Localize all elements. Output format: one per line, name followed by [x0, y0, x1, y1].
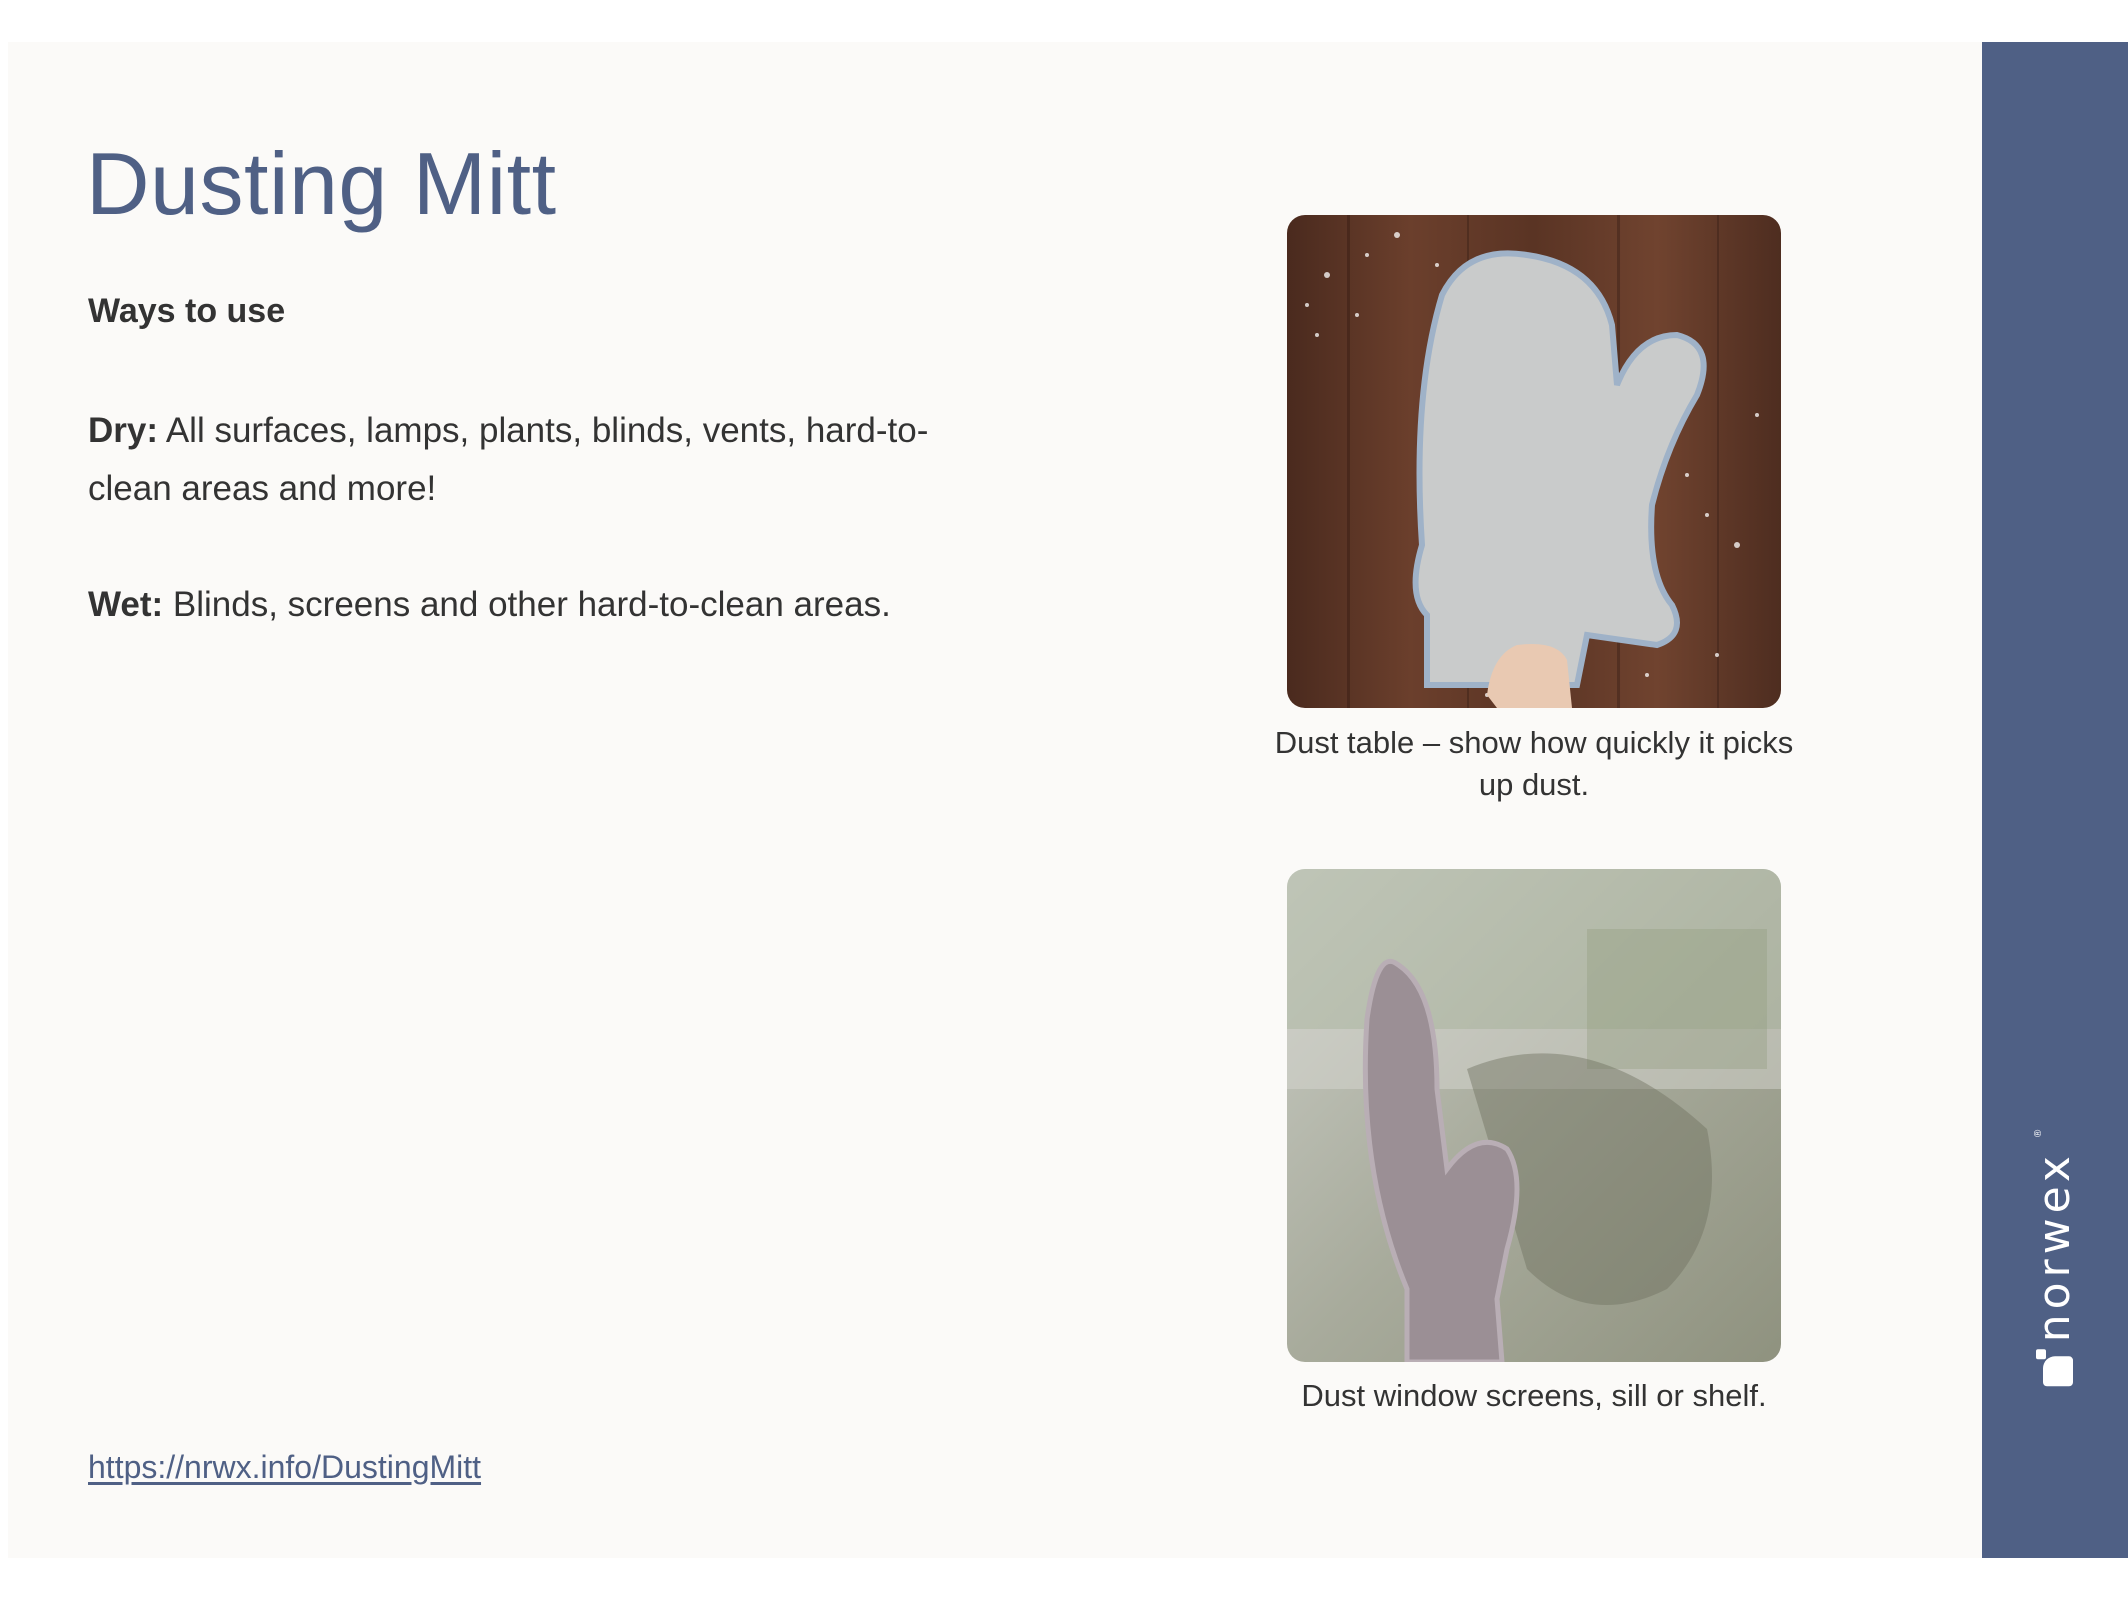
dry-text: All surfaces, lamps, plants, blinds, vents, hard-to-clean areas and more!: [88, 411, 929, 508]
wet-use-paragraph: [88, 576, 1088, 634]
ways-to-use-heading: Ways to use: [88, 292, 286, 330]
registered-mark: ®: [2033, 1129, 2044, 1138]
dry-use-paragraph: [88, 402, 988, 518]
photo-2-caption: Dust window screens, sill or shelf.: [1301, 1378, 1767, 1413]
photo-1-caption: Dust table – show how quickly it picks up dust.: [1274, 725, 1794, 802]
logo-mark-icon: [2043, 1356, 2073, 1386]
dry-label: Dry:: [88, 411, 159, 450]
wet-text: Blinds, screens and other hard-to-clean areas.: [163, 585, 891, 624]
wet-label: Wet:: [88, 585, 164, 624]
photo-dusting-table: [1287, 215, 1781, 708]
photo-dusting-screen: [1287, 869, 1781, 1362]
logo-text: norwex: [2029, 1151, 2080, 1343]
slide-page: [8, 42, 2128, 1558]
product-link[interactable]: https://nrwx.info/DustingMitt: [88, 1449, 482, 1485]
page-title: Dusting Mitt: [86, 134, 557, 233]
brand-logo: [2029, 1129, 2080, 1387]
